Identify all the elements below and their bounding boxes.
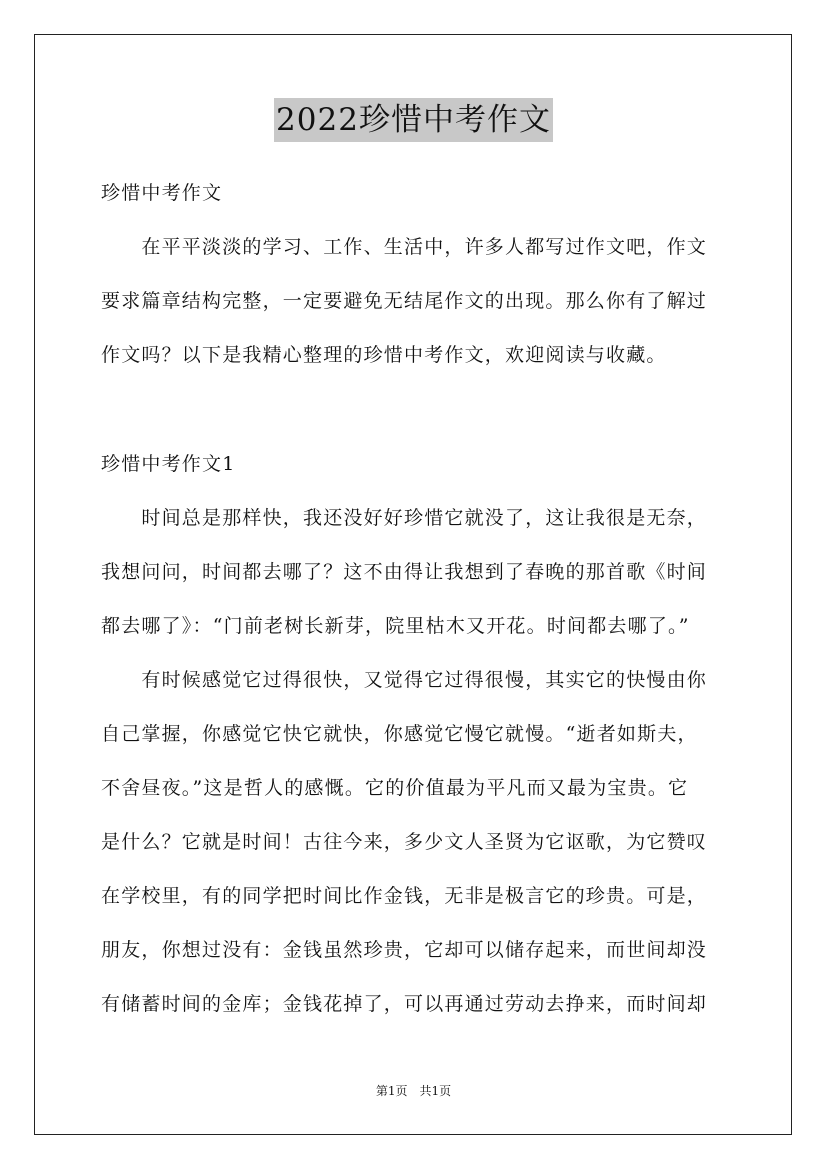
paragraph-line: 自己掌握，你感觉它快它就快，你感觉它慢它就慢。“逝者如斯夫， (101, 723, 698, 745)
paragraph-line: 要求篇章结构完整，一定要避免无结尾作文的出现。那么你有了解过 (101, 290, 708, 312)
section-heading-essay-1: 珍惜中考作文1 (101, 453, 236, 475)
document-title: 2022珍惜中考作文 (274, 98, 553, 142)
paragraph-line: 朋友，你想过没有：金钱虽然珍贵，它却可以储存起来，而世间却没 (101, 939, 708, 961)
paragraph-line: 作文吗？以下是我精心整理的珍惜中考作文，欢迎阅读与收藏。 (101, 344, 667, 366)
paragraph-line: 在平平淡淡的学习、工作、生活中，许多人都写过作文吧，作文 (101, 236, 708, 258)
paragraph-line: 时间总是那样快，我还没好好珍惜它就没了，这让我很是无奈， (101, 507, 708, 529)
paragraph-line: 都去哪了》：“门前老树长新芽，院里枯木又开花。时间都去哪了。” (101, 615, 690, 637)
paragraph-line: 有储蓄时间的金库；金钱花掉了，可以再通过劳动去挣来，而时间却 (101, 993, 708, 1015)
paragraph-line: 我想问问，时间都去哪了？这不由得让我想到了春晚的那首歌《时间 (101, 561, 708, 583)
paragraph-line: 是什么？它就是时间！古往今来，多少文人圣贤为它讴歌，为它赞叹 (101, 831, 708, 853)
paragraph-line: 不舍昼夜。”这是哲人的感慨。它的价值最为平凡而又最为宝贵。它 (101, 777, 689, 799)
paragraph-line: 有时候感觉它过得很快，又觉得它过得很慢，其实它的快慢由你 (101, 669, 708, 691)
section-heading-intro: 珍惜中考作文 (101, 182, 223, 204)
page-footer: 第1页 共1页 (375, 1084, 452, 1098)
paragraph-line: 在学校里，有的同学把时间比作金钱，无非是极言它的珍贵。可是， (101, 885, 708, 907)
title-container (0, 98, 827, 142)
